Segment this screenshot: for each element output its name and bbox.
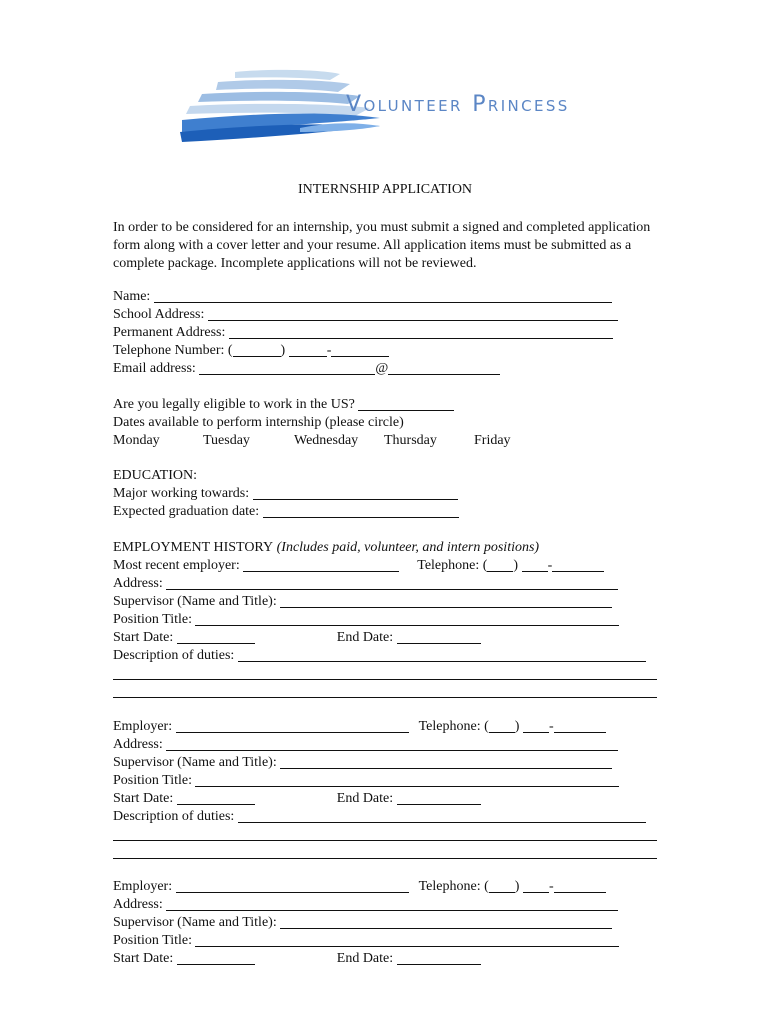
employer3-telephone-line-field[interactable] [554,879,606,893]
employer3-end-field[interactable] [397,951,481,965]
school-address-row [113,306,618,324]
employer1-duties-line-3[interactable] [113,697,657,698]
employer1-supervisor-row [113,593,612,611]
employer3-row: Employer: Telephone: ( ) - [113,878,606,896]
email-label: Email address: [113,361,196,376]
telephone-prefix-field[interactable] [289,343,327,357]
employer1-address-row [113,575,618,593]
name-field[interactable] [154,289,612,303]
employer3-start-label: Start Date: [113,951,174,966]
employer1-supervisor-label: Supervisor (Name and Title): [113,594,277,609]
employer2-supervisor-field[interactable] [280,755,612,769]
days-row [113,432,511,450]
employer2-duties-field[interactable] [238,809,646,823]
employer2-address-label: Address: [113,737,163,752]
eligibility-question: Are you legally eligible to work in the US? [113,397,355,412]
email-row: Email address: @ [113,360,500,378]
graduation-field[interactable] [263,504,459,518]
name-row [113,288,612,306]
employer2-telephone-area-field[interactable] [489,719,515,733]
employer1-duties-field[interactable] [238,648,646,662]
page-title: INTERNSHIP APPLICATION [297,182,473,197]
employer3-start-field[interactable] [177,951,255,965]
employer1-telephone-prefix-field[interactable] [522,558,548,572]
employer3-end-label: End Date: [336,951,394,966]
employer2-position-row [113,772,619,790]
employer2-duties-label: Description of duties: [113,809,235,824]
employer2-duties-row [113,808,646,826]
email-user-field[interactable] [199,361,375,375]
employer1-row: Most recent employer: Telephone: ( ) - [113,557,604,575]
employer3-address-row [113,896,618,914]
major-field[interactable] [253,486,458,500]
employer3-address-field[interactable] [166,897,618,911]
telephone-line-field[interactable] [331,343,389,357]
day-friday[interactable]: Friday [474,433,511,448]
employer1-telephone-line-field[interactable] [552,558,604,572]
employer3-supervisor-row [113,914,612,932]
employer1-label: Most recent employer: [113,558,240,573]
employer3-telephone-prefix-field[interactable] [523,879,549,893]
employer1-start-field[interactable] [177,630,255,644]
permanent-address-field[interactable] [229,325,613,339]
employer1-supervisor-field[interactable] [280,594,612,608]
logo-wordmark [346,92,570,117]
telephone-label: Telephone Number: [113,343,225,358]
day-tuesday[interactable]: Tuesday [203,433,250,448]
employer2-end-field[interactable] [397,791,481,805]
employer3-position-field[interactable] [195,933,619,947]
employer2-supervisor-row [113,754,612,772]
employer1-position-field[interactable] [195,612,619,626]
employer1-position-label: Position Title: [113,612,192,627]
employer1-address-label: Address: [113,576,163,591]
telephone-area-field[interactable] [233,343,281,357]
employer3-position-label: Position Title: [113,933,192,948]
employer2-label: Employer: [113,719,173,734]
employer2-start-label: Start Date: [113,791,174,806]
employer2-telephone-label: Telephone: [418,719,481,734]
employer3-supervisor-label: Supervisor (Name and Title): [113,915,277,930]
employer2-start-field[interactable] [177,791,255,805]
employer2-position-field[interactable] [195,773,619,787]
logo-wordmark-text: Volunteer Princess [346,92,570,117]
name-label: Name: [113,289,151,304]
employer1-position-row [113,611,619,629]
permanent-address-label: Permanent Address: [113,325,226,340]
employer2-position-label: Position Title: [113,773,192,788]
graduation-row [113,503,459,521]
major-label: Major working towards: [113,486,250,501]
employer2-telephone-line-field[interactable] [554,719,606,733]
school-address-field[interactable] [208,307,618,321]
employer2-dates-row [113,790,481,808]
employer1-dates-row [113,629,481,647]
dates-available-label: Dates available to perform internship (please circle) [113,415,404,430]
school-address-label: School Address: [113,307,205,322]
employer3-label: Employer: [113,879,173,894]
employer1-duties-line-2[interactable] [113,679,657,680]
employer1-field[interactable] [243,558,399,572]
eligibility-field[interactable] [358,397,454,411]
telephone-row: Telephone Number: ( ) - [113,342,389,360]
employer2-end-label: End Date: [336,791,394,806]
employer1-telephone-area-field[interactable] [487,558,513,572]
employer1-duties-label: Description of duties: [113,648,235,663]
employment-heading-note: (Includes paid, volunteer, and intern positions) [276,540,540,555]
employer2-row: Employer: Telephone: ( ) - [113,718,606,736]
employer1-telephone-label: Telephone: [417,558,480,573]
employer1-start-label: Start Date: [113,630,174,645]
employment-heading: EMPLOYMENT HISTORY [113,540,274,555]
employer1-duties-row [113,647,646,665]
permanent-address-row [113,324,613,342]
day-thursday[interactable]: Thursday [384,433,437,448]
employer2-telephone-prefix-field[interactable] [523,719,549,733]
employer3-field[interactable] [176,879,409,893]
eligibility-row [113,396,454,414]
employer2-address-row [113,736,618,754]
employer3-dates-row [113,950,481,968]
employer3-telephone-area-field[interactable] [489,879,515,893]
graduation-label: Expected graduation date: [113,504,260,519]
employer3-supervisor-field[interactable] [280,915,612,929]
email-domain-field[interactable] [388,361,500,375]
employment-heading-row [113,539,539,557]
education-heading: EDUCATION: [113,468,197,483]
employer1-end-label: End Date: [336,630,394,645]
employer3-address-label: Address: [113,897,163,912]
employer2-address-field[interactable] [166,737,618,751]
employer1-address-field[interactable] [166,576,618,590]
employer2-duties-line-3[interactable] [113,858,657,859]
employer1-end-field[interactable] [397,630,481,644]
employer3-telephone-label: Telephone: [418,879,481,894]
employer2-field[interactable] [176,719,409,733]
employer2-supervisor-label: Supervisor (Name and Title): [113,755,277,770]
major-row [113,485,458,503]
employer3-position-row [113,932,619,950]
day-monday[interactable]: Monday [113,433,160,448]
employer2-duties-line-2[interactable] [113,840,657,841]
day-wednesday[interactable]: Wednesday [294,433,359,448]
intro-paragraph: In order to be considered for an internship, you must submit a signed and completed application form along with a cover letter and your resume. All application items must be submitted as a complete package. Incomplete applications will not be reviewed. [113,220,651,271]
